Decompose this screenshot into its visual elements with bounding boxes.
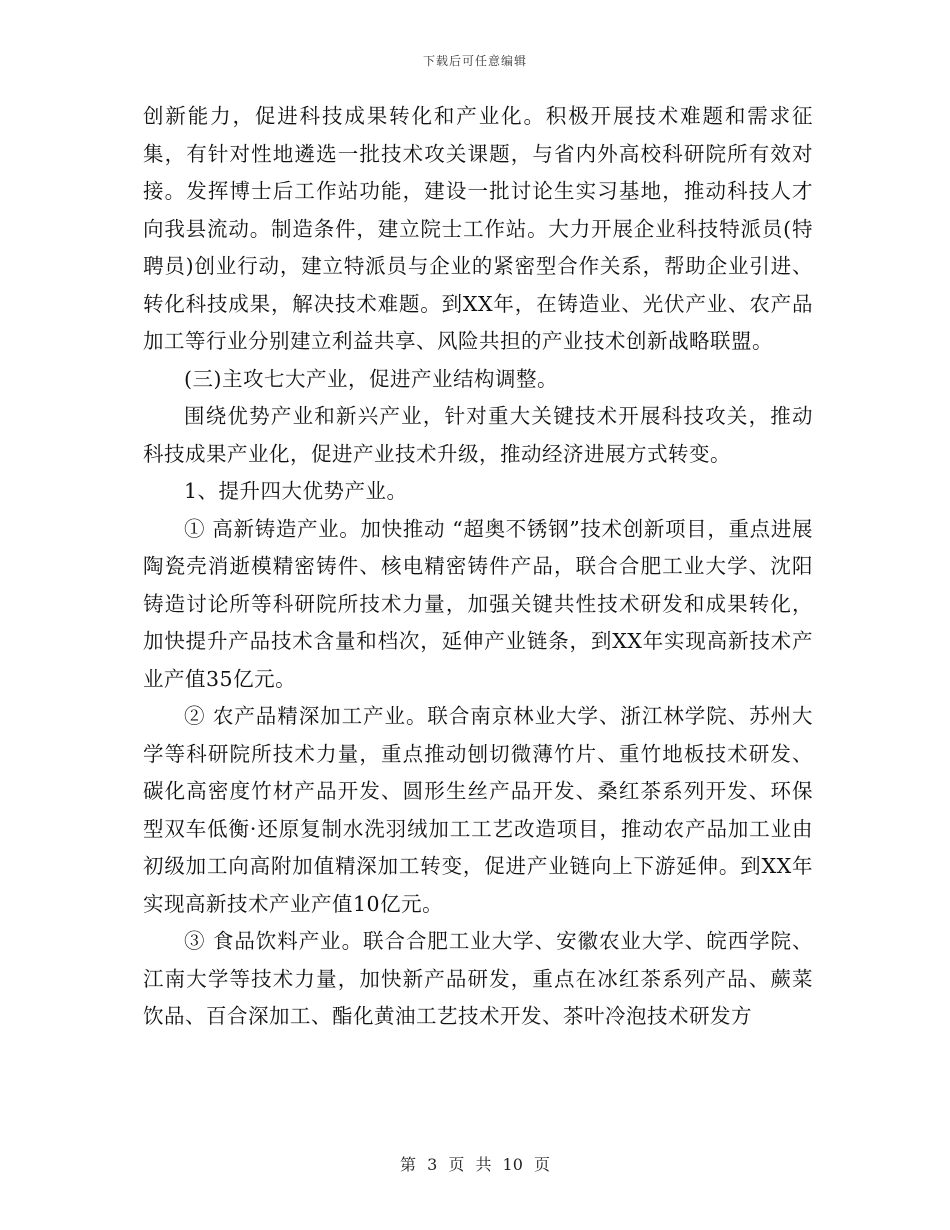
page-footer: 第 3 页 共 10 页 [400,1155,550,1174]
paragraph-agri-processing: ② 农产品精深加工产业。联合南京林业大学、浙江林学院、苏州大学等科研院所技术力量，重点推动刨切微薄竹片、重竹地板技术研发、碳化高密度竹材产品开发、圆形生丝产品开发、桑红茶系列开发、环保型双车低衡·还原复制水洗羽绒加工工艺改造项目，推动农产品加工业由初级加工向高附加值精深加工转变，促进产业链向上下游延伸。到XX年实现高新技术产业产值10亿元。 [143,704,813,916]
paragraph-1: 创新能力，促进科技成果转化和产业化。积极开展技术难题和需求征集，有针对性地遴选一批技术攻关课题，与省内外高校科研院所有效对接。发挥博士后工作站功能，建设一批讨论生实习基地，推动科技人才向我县流动。制造条件，建立院士工作站。大力开展企业科技特派员(特聘员)创业行动，建立特派员与企业的紧密型合作关系，帮助企业引进、转化科技成果，解决技术难题。到XX年，在铸造业、光伏产业、农产品加工等行业分别建立利益共享、风险共担的产业技术创新战略联盟。 [143,104,813,353]
paragraph-section-heading: (三)主攻七大产业，促进产业结构调整。 [184,366,558,391]
document-body [143,98,813,1036]
paragraph-subheading: 1、提升四大优势产业。 [184,479,408,503]
paragraph-food-beverage: ③ 食品饮料产业。联合合肥工业大学、安徽农业大学、皖西学院、江南大学等技术力量，加快新产品研发，重点在冰红茶系列产品、蕨菜饮品、百合深加工、酯化黄油工艺技术开发、茶叶冷泡技术研发方 [143,929,813,1028]
paragraph-casting: ① 高新铸造产业。加快推动 “超奥不锈钢”技术创新项目，重点进展陶瓷壳消逝模精密铸件、核电精密铸件产品，联合合肥工业大学、沈阳铸造讨论所等科研院所技术力量，加强关键共性技术研发和成果转化，加快提升产品技术含量和档次，延伸产业链条，到XX年实现高新技术产业产值35亿元。 [143,516,813,691]
page-header: 下载后可任意编辑 [422,54,527,68]
paragraph-3: 围绕优势产业和新兴产业，针对重大关键技术开展科技攻关，推动科技成果产业化，促进产业技术升级，推动经济进展方式转变。 [143,404,813,466]
